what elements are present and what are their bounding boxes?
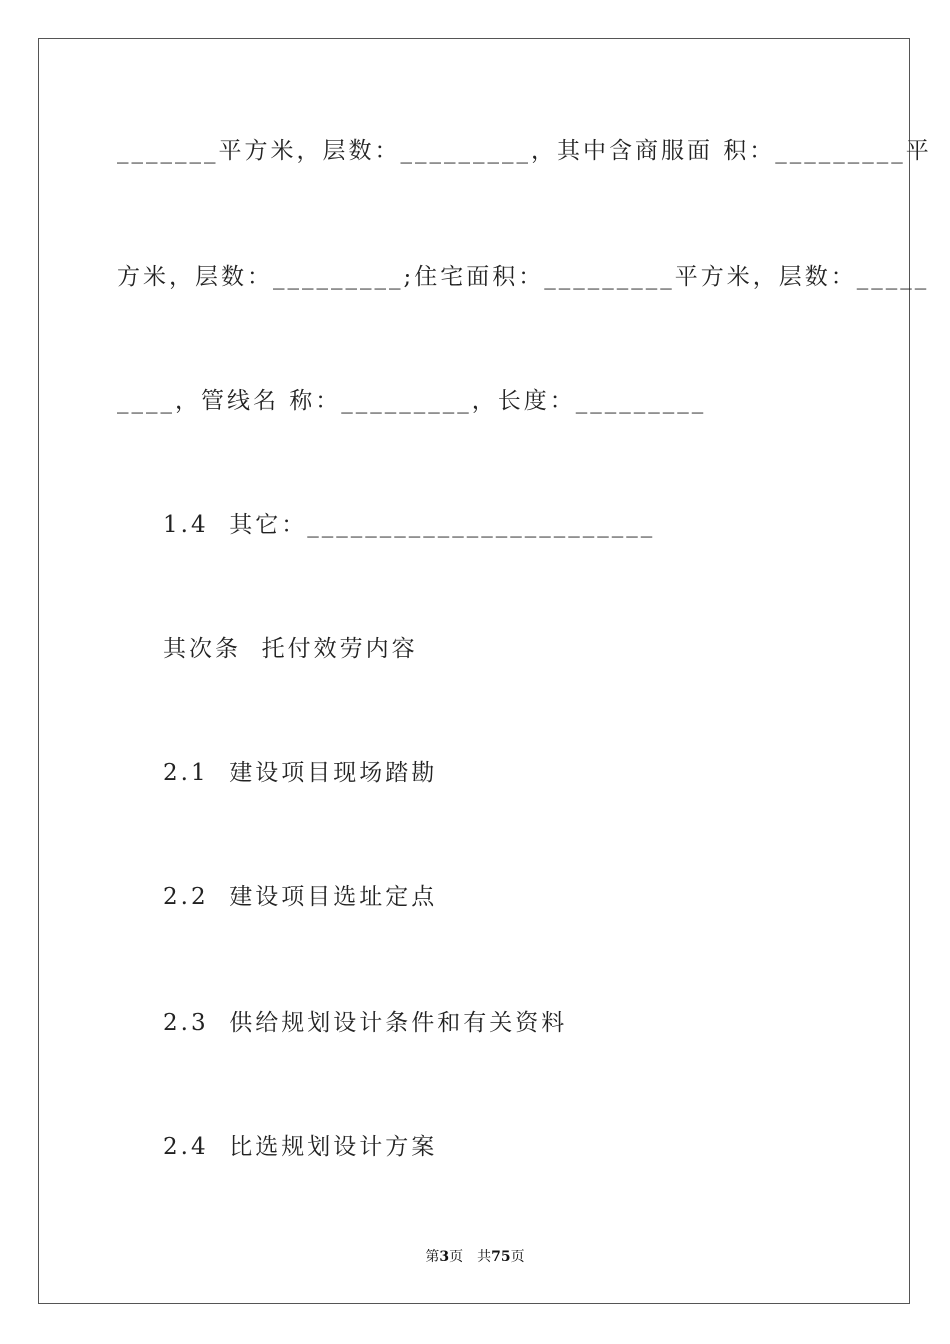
footer-page-suffix: 页 — [449, 1249, 464, 1265]
section-heading: 其次条 托付效劳内容 — [163, 636, 418, 662]
list-item-2-2: 2.2 建设项目选址定点 — [163, 884, 438, 910]
list-item-2-1: 2.1 建设项目现场踏勘 — [163, 760, 438, 786]
total-page-count: 75 — [491, 1249, 511, 1265]
text-line-4: 1.4 其它：________________________ — [163, 512, 656, 538]
list-item-2-3: 2.3 供给规划设计条件和有关资料 — [163, 1010, 568, 1036]
current-page-number: 3 — [439, 1249, 450, 1265]
page-footer — [0, 1246, 950, 1266]
page-frame — [38, 38, 910, 1304]
footer-total-suffix: 页 — [510, 1249, 525, 1265]
list-item-2-4: 2.4 比选规划设计方案 — [163, 1134, 438, 1160]
text-line-3: ____，管线名 称：_________，长度：_________ — [117, 388, 707, 414]
text-line-1: _______平方米，层数：_________，其中含商服面 积：_________平 — [117, 138, 932, 164]
footer-total-prefix: 共 — [477, 1249, 492, 1265]
text-line-2: 方米，层数：_________;住宅面积：_________平方米，层数：_____ — [117, 264, 930, 290]
footer-prefix: 第 — [425, 1249, 440, 1265]
